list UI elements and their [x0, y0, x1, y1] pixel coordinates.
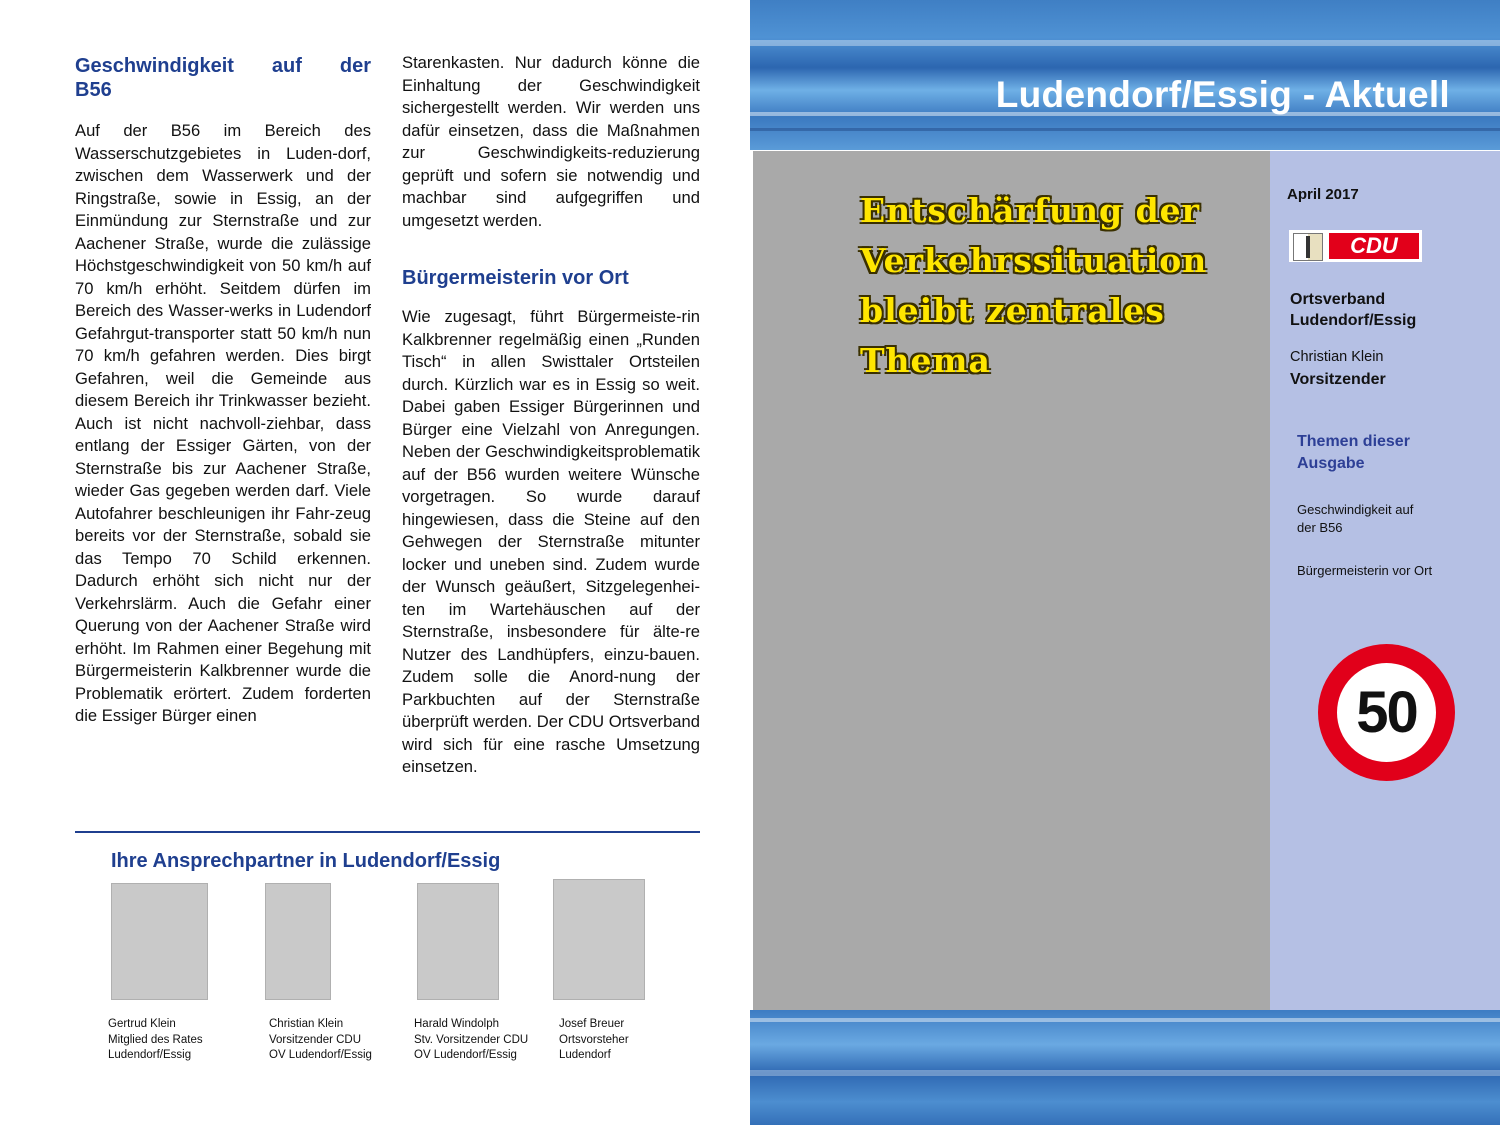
cover-title: Ludendorf/Essig - Aktuell [995, 74, 1450, 115]
toc-item-b56-line-2: der B56 [1297, 520, 1343, 535]
contact-name: Christian Klein [269, 1018, 344, 1030]
contact-place: Ludendorf [559, 1049, 611, 1061]
toc-item-b56-line-1: Geschwindigkeit auf [1297, 502, 1414, 517]
banner-streak [750, 40, 1500, 46]
speed-limit-value: 50 [1337, 663, 1436, 762]
contact-role: Mitglied des Rates [108, 1033, 203, 1046]
title-word-2: auf [271, 55, 302, 77]
contacts-title: Ihre Ansprechpartner in Ludendorf/Essig [111, 850, 501, 872]
portrait-christian-klein [265, 883, 331, 1000]
portrait-josef-breuer [553, 879, 645, 1000]
contact-name: Gertrud Klein [108, 1018, 176, 1030]
contact-card-gertrud [108, 1017, 203, 1064]
article-title-line1 [75, 54, 371, 78]
logo-block [1289, 230, 1422, 262]
chair-name: Christian Klein [1290, 349, 1384, 365]
themes-title-line-2: Ausgabe [1297, 455, 1365, 472]
org-line-1: Ortsverband [1290, 291, 1386, 308]
contact-place: OV Ludendorf/Essig [269, 1049, 372, 1061]
title-word-3: der [339, 55, 371, 77]
cover-sidebar [1270, 151, 1500, 1010]
coat-of-arms-icon [1293, 233, 1323, 261]
themes-title-line-1: Themen dieser [1297, 433, 1410, 450]
toc-item-b56[interactable] [1297, 501, 1413, 537]
article-title-buergermeisterin: Bürgermeisterin vor Ort [402, 267, 629, 289]
contact-name: Harald Windolph [414, 1018, 500, 1030]
org-name [1290, 289, 1416, 331]
cover-banner-bottom [750, 1010, 1500, 1125]
themes-title [1297, 431, 1410, 475]
cover-headline: Entschärfung der Verkehrssituation bleibt zentrales Thema [860, 191, 1208, 380]
org-line-2: Ludendorf/Essig [1290, 312, 1417, 329]
issue-date: April 2017 [1287, 186, 1359, 203]
portrait-harald-windolph [417, 883, 499, 1000]
contact-place: OV Ludendorf/Essig [414, 1049, 517, 1061]
toc-item-buergermeisterin[interactable]: Bürgermeisterin vor Ort [1297, 563, 1433, 578]
contact-card-josef [559, 1017, 629, 1064]
section-divider [75, 831, 700, 833]
contact-name: Josef Breuer [559, 1018, 625, 1030]
article-b56-text-col2: Starenkasten. Nur dadurch könne die Einhaltung der Geschwindigkeit sichergestellt werden. Wir werden uns dafür einsetzen, dass die Maßnahmen zur Geschwindigkeits-reduzierung geprüft und sofern sie notwendig und machbar sind aufgegriffen und umgesetzt werden. [402, 53, 700, 230]
cdu-logo: CDU [1329, 233, 1419, 259]
article-buergermeisterin-text: Wie zugesagt, führt Bürgermeiste-rin Kalkbrenner regelmäßig einen „Runden Tisch“ in allen Swisttaler Ortsteilen durch. Kürzlich war es in Essig so weit. Dabei gaben Essiger Bürgerinnen und Bürger eine Vielzahl von Anregungen. Neben der Geschwindigkeitsproblematik auf der B56 wurden weitere Wünsche vorgetragen. So wurde darauf hingewiesen, dass die Steine auf den Gehwegen der Sternstraße mitunter locker und uneben sind. Zudem wurde der Wunsch geäußert, Sitzgelegenhei-ten im Wartehäuschen auf der Sternstraße, insbesondere für älte-re Nutzer des Landhüpfers, einzu-bauen. Zudem solle die Anord-nung der Parkbuchten auf der Sternstraße überprüft werden. Der CDU Ortsverband wird sich für eine rasche Umsetzung einsetzen. [402, 307, 700, 776]
article-b56-text-col1: Auf der B56 im Bereich des Wasserschutzgebietes in Luden-dorf, zwischen dem Wasserwerk und der Ringstraße, sowie in Essig, an der Einmündung zur Sternstraße und zur Aachener Straße, wurde die zulässige Höchstgeschwindigkeit von 50 km/h auf 70 km/h erhöht. Seitdem dürfen im Bereich des Wasser-werks in Ludendorf Gefahrgut-transporter statt 50 km/h nun 70 km/h gefahren werden. Dies birgt Gefahren, weil die Gemeinde aus diesem Bereich ihr Trinkwasser bezieht. Auch ist nicht nachvoll-ziehbar, dass entlang der Essiger Gärten, von der Sternstraße bis zur Aachener Straße, wieder Gas gegeben werden darf. Viele Autofahrer beschleunigen ihr Fahr-zeug bereits vor der Sternstraße, sobald sie das Tempo 70 Schild erkennen. Dadurch erhöht sich nicht nur der Verkehrslärm. Auch die Gefahr einer Querung von der Aachener Straße wird erhöht. Im Rahmen einer Begehung mit Bürgermeisterin Kalkbrenner wurde die Problematik erörtert. Zudem forderten die Essiger Bürger einen [75, 121, 371, 725]
chair-role: Vorsitzender [1290, 371, 1386, 388]
contact-role: Stv. Vorsitzender CDU [414, 1033, 529, 1046]
contact-role: Vorsitzender CDU [269, 1033, 362, 1046]
contact-card-harald [414, 1017, 528, 1064]
article-title-line2: B56 [75, 79, 112, 101]
article-title-b56 [75, 54, 371, 102]
contact-role: Ortsvorsteher [559, 1033, 629, 1046]
banner-streak [750, 1018, 1500, 1022]
banner-streak [750, 128, 1500, 131]
banner-streak [750, 1070, 1500, 1076]
contact-card-christian [269, 1017, 372, 1064]
portrait-gertrud-klein [111, 883, 208, 1000]
title-word-1: Geschwindigkeit [75, 55, 234, 77]
speed-limit-sign-icon [1318, 644, 1455, 781]
contact-place: Ludendorf/Essig [108, 1049, 192, 1061]
